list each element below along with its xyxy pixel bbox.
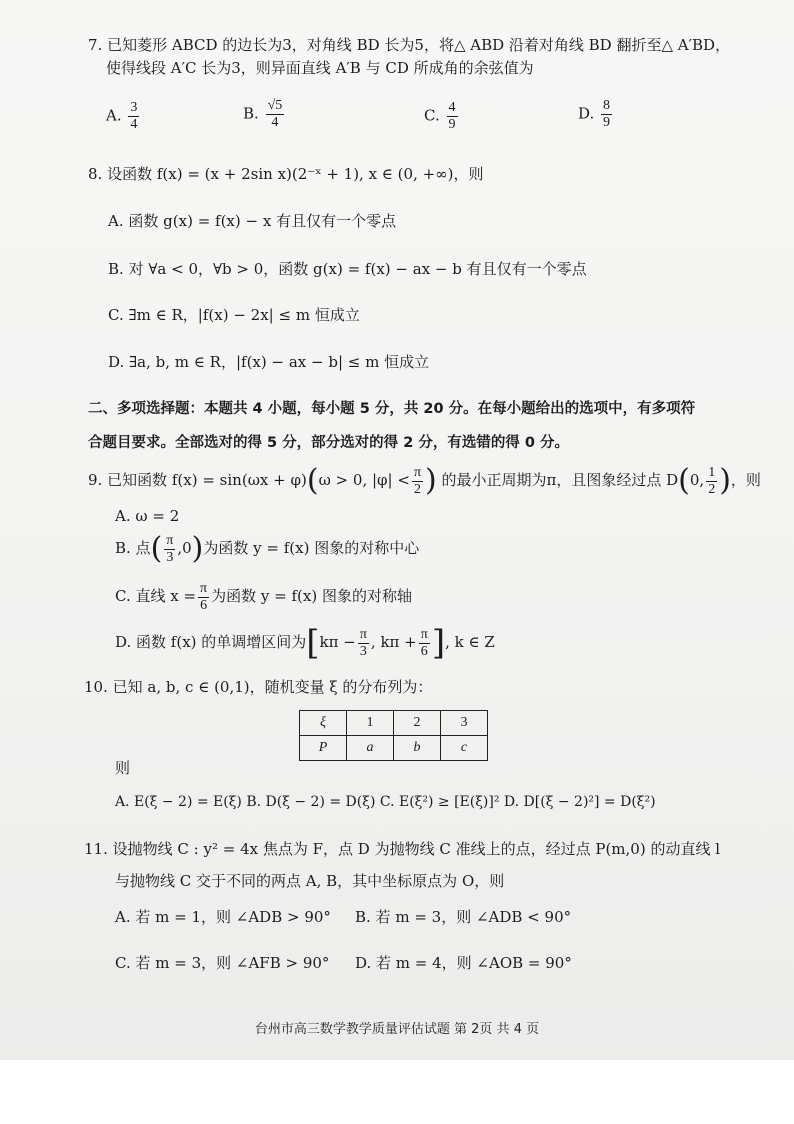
numerator: 3 (130, 100, 138, 115)
q9-condition: ω > 0, |φ| < (318, 471, 410, 489)
fraction (419, 627, 430, 660)
fraction (358, 627, 369, 660)
option-text: D. 函数 f(x) 的单调增区间为 (115, 633, 307, 651)
q9-stem (88, 462, 761, 498)
q9-option-d (115, 622, 495, 662)
distribution-table (299, 710, 488, 761)
q11-option-d: D. 若 m = 4，则 ∠AOB = 90° (355, 954, 572, 972)
denominator: 3 (359, 643, 367, 659)
option-text: B. 点 (115, 539, 151, 557)
option-label: B. (243, 104, 259, 123)
option-text: ∃m ∈ R，|f(x) − 2x| ≤ m 恒成立 (128, 306, 360, 324)
paren-right: ) (425, 463, 437, 498)
q11-option-b: B. 若 m = 3，则 ∠ADB < 90° (355, 908, 572, 926)
option-label: C. (424, 106, 440, 125)
denominator: 2 (708, 481, 716, 497)
option-text: kπ − (319, 633, 356, 651)
q11-line1 (84, 839, 720, 859)
option-text: , kπ + (370, 633, 417, 651)
fraction (128, 100, 139, 133)
q8-option-d (108, 352, 429, 372)
q11-number: 11. (84, 840, 108, 858)
option-text: ∃a, b, m ∈ R，|f(x) − ax − b| ≤ m 恒成立 (129, 353, 430, 371)
option-text: 为函数 y = f(x) 图象的对称中心 (203, 539, 420, 557)
q10-then: 则 (115, 759, 131, 777)
q9-stem-end: ，则 (730, 471, 761, 489)
fraction (706, 465, 717, 498)
numerator: π (166, 532, 174, 548)
fraction (447, 100, 458, 133)
q7-option-a (106, 100, 141, 133)
denominator: 3 (166, 549, 174, 565)
table-cell: c (441, 736, 488, 761)
fraction (164, 533, 175, 566)
q10-options: A. E(ξ − 2) = E(ξ) B. D(ξ − 2) = D(ξ) C. E(ξ²) ≥ [E(ξ)]² D. D[(ξ − 2)²] = D(ξ²) (115, 794, 656, 810)
numerator: √5 (267, 98, 283, 113)
q7-option-d (578, 98, 614, 131)
numerator: 4 (448, 100, 456, 115)
denominator: 2 (413, 481, 421, 497)
denominator: 6 (200, 597, 208, 613)
option-label: D. (578, 104, 595, 123)
q7-option-b (243, 98, 286, 131)
fraction (412, 465, 423, 498)
q7-stem-line1: 已知菱形 ABCD 的边长为3，对角线 BD 长为5，将△ ABD 沿着对角线 BD 翻折至△ A′BD， (107, 36, 731, 54)
q9-stem-middle: 的最小正周期为π，且图象经过点 D (441, 471, 679, 489)
numerator: π (413, 464, 422, 480)
section-heading-line1: 二、多项选择题：本题共 4 小题，每小题 5 分，共 20 分。在每小题给出的选项中，有多项符 (88, 401, 696, 417)
q8-stem (88, 164, 484, 184)
numerator: π (359, 626, 367, 642)
option-label: C. (108, 306, 124, 324)
denominator: 9 (448, 117, 456, 132)
q11-stem-line1: 设抛物线 C : y² = 4x 焦点为 F，点 D 为抛物线 C 准线上的点，经过点 P(m,0) 的动直线 l (112, 840, 721, 858)
table-cell: 3 (441, 711, 488, 736)
option-text: 对 ∀a < 0，∀b > 0，函数 g(x) = f(x) − ax − b 有且仅有一个零点 (128, 260, 587, 278)
paren-right: ) (719, 463, 731, 498)
denominator: 6 (420, 643, 428, 659)
table-cell: a (347, 736, 394, 761)
option-text: 函数 g(x) = f(x) − x 有且仅有一个零点 (128, 212, 397, 230)
q10-stem (84, 677, 432, 697)
option-text: 为函数 y = f(x) 图象的对称轴 (211, 587, 412, 605)
q9-point: 0, (689, 471, 705, 489)
q7-line1 (88, 35, 730, 55)
q11-option-a: A. 若 m = 1，则 ∠ADB > 90° (115, 908, 331, 926)
q8-option-b (108, 259, 587, 279)
table-cell: 1 (347, 711, 394, 736)
q11-line2: 与抛物线 C 交于不同的两点 A, B，其中坐标原点为 O，则 (115, 872, 505, 890)
option-label: A. (108, 212, 124, 230)
q7-line2: 使得线段 A′C 长为3，则异面直线 A′B 与 CD 所成角的余弦值为 (106, 59, 534, 77)
q9-option-a: A. ω = 2 (115, 507, 180, 525)
bracket-right: ] (431, 623, 446, 663)
paren-left: ( (150, 531, 163, 566)
q7-number: 7. (88, 36, 103, 54)
section-heading-line2: 合题目要求。全部选对的得 5 分，部分选对的得 2 分，有选错的得 0 分。 (88, 435, 570, 451)
option-label: B. (108, 260, 124, 278)
table-cell: ξ (300, 711, 347, 736)
denominator: 9 (603, 115, 611, 130)
paren-left: ( (678, 463, 690, 498)
q8-option-c (108, 305, 360, 325)
numerator: 1 (708, 464, 716, 480)
option-label: D. (108, 353, 125, 371)
table-row (300, 736, 488, 761)
denominator: 4 (271, 115, 279, 130)
fraction (198, 581, 209, 614)
q10-number: 10. (84, 678, 108, 696)
paren-right: ) (191, 531, 204, 566)
paren-left: ( (306, 463, 319, 498)
denominator: 4 (130, 117, 138, 132)
table-cell: P (300, 736, 347, 761)
option-text: C. 直线 x = (115, 587, 197, 605)
q9-number: 9. (88, 471, 103, 489)
numerator: π (420, 626, 428, 642)
q9-option-b (115, 530, 419, 566)
option-label: A. (106, 106, 122, 125)
option-text: ,0 (177, 539, 192, 557)
option-text: , k ∈ Z (445, 633, 495, 651)
q8-option-a (108, 211, 396, 231)
table-cell: b (394, 736, 441, 761)
table-cell: 2 (394, 711, 441, 736)
bracket-left: [ (306, 623, 320, 663)
table-row (300, 711, 488, 736)
q9-option-c (115, 578, 412, 614)
fraction (266, 98, 285, 131)
q11-option-c: C. 若 m = 3，则 ∠AFB > 90° (115, 954, 330, 972)
q8-stem-text: 设函数 f(x) = (x + 2sin x)(2⁻ˣ + 1), x ∈ (0, +∞)，则 (107, 165, 484, 183)
q10-stem-text: 已知 a, b, c ∈ (0,1)，随机变量 ξ 的分布列为： (112, 678, 433, 696)
q9-stem-function: 已知函数 f(x) = sin(ωx + φ) (107, 471, 307, 489)
page-footer: 台州市高三数学教学质量评估试题 第 2页 共 4 页 (254, 1022, 540, 1037)
q8-number: 8. (88, 165, 103, 183)
numerator: π (200, 580, 208, 596)
fraction (601, 98, 612, 131)
q7-option-c (424, 100, 460, 133)
numerator: 8 (603, 98, 611, 113)
